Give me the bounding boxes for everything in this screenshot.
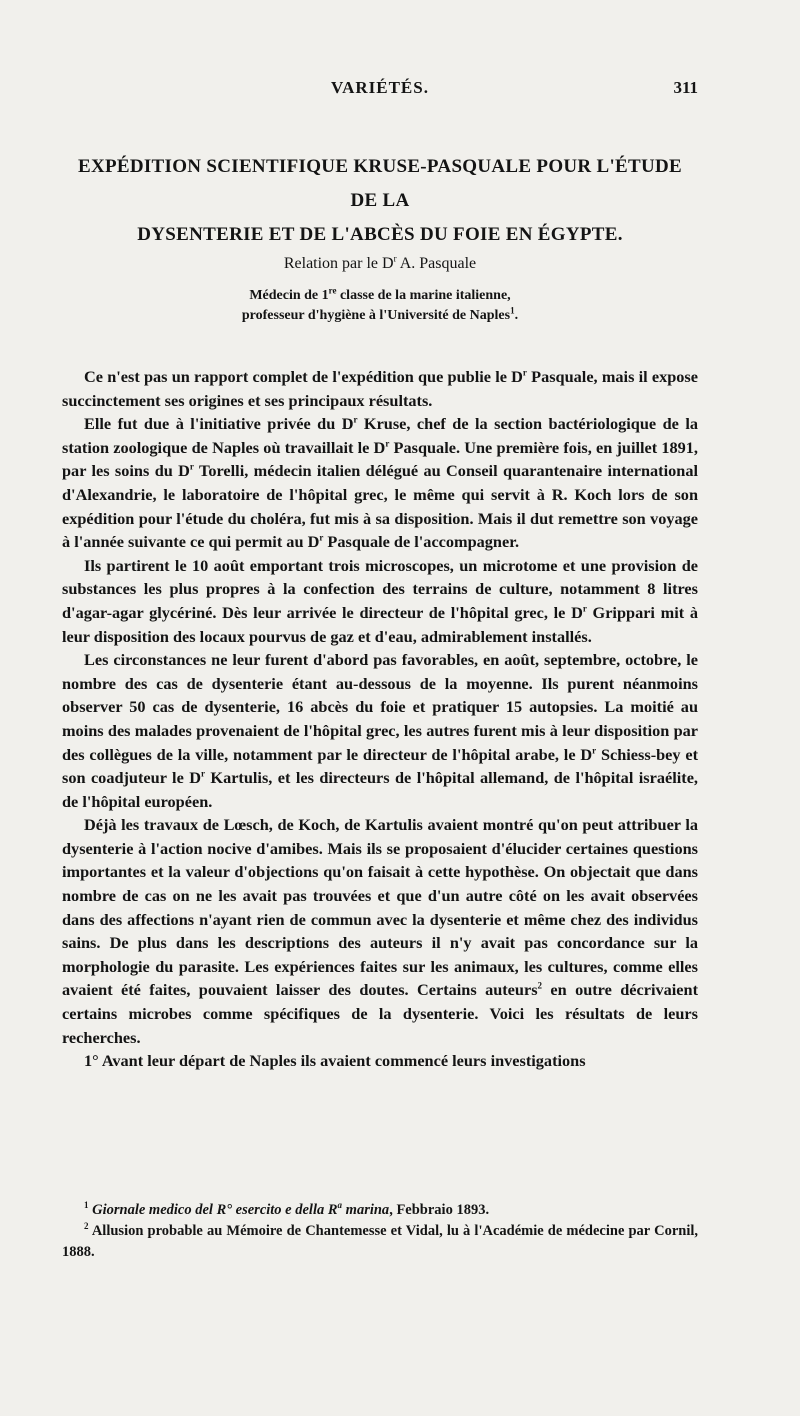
affiliation-line-2-text: professeur d'hygiène à l'Université de Naples	[241, 308, 511, 323]
sup-r: r	[200, 768, 205, 779]
p2-c: Pasquale. Une première fois, en juillet 1891, par les soins du D	[62, 437, 699, 481]
article-title	[62, 150, 698, 252]
affiliation-line-2	[62, 306, 698, 326]
author-affiliation	[62, 286, 698, 326]
byline-sup: r	[393, 253, 397, 264]
p5-b: en outre décrivaient certains microbes comme spécifiques de la dysenterie. Voici les résultats de leurs recherches.	[62, 980, 698, 1047]
affiliation-line-1b: classe de la marine italienne,	[336, 288, 511, 303]
footnote-1-journal-2: marina	[342, 1202, 390, 1218]
p2-a: Elle fut due à l'initiative privée du D	[84, 414, 354, 434]
byline-name: A. Pasquale	[396, 255, 477, 272]
p3-a: Ils partirent le 10 août emportant trois microscopes, un microtome et une provision de substances les plus propres à la confection des terrains de culture, notamment 8 litres d'agar-agar glycériné. Dès leur arrivée le directeur de l'hôpital grec, le D	[62, 555, 698, 622]
paragraph-6: 1° Avant leur départ de Naples ils avaient commencé leurs investigations	[84, 1051, 586, 1071]
sup-r: r	[353, 414, 358, 425]
sup-r: r	[189, 461, 194, 472]
sup-r: r	[319, 532, 324, 543]
p4-a: Les circonstances ne leur furent d'abord pas favorables, en août, septembre, octobre, le nombre des cas de dysenterie étant au-dessous de la moyenne. Ils purent néanmoins observer 50 cas de dysenterie, 16 abcès du foie et pratiquer 15 autopsies. La moitié au moins des malades provenaient de l'hôpital grec, les autres furent mis à leur disposition par des collègues de la ville, notamment par le directeur de l'hôpital arabe, le D	[62, 650, 698, 764]
footnote-ref-2: 2	[537, 981, 543, 992]
footnote-1-sup: a	[337, 1200, 343, 1211]
footnote-2-mark: 2	[84, 1221, 89, 1232]
paragraph-2	[62, 412, 698, 554]
p1-b: Pasquale, mais il expose succinctement ses origines et ses principaux résultats.	[62, 367, 698, 410]
paragraph-5	[62, 813, 698, 1049]
sup-r: r	[522, 367, 527, 378]
footnote-1-journal: Giornale medico del R° esercito e della R	[92, 1202, 338, 1218]
sup-r: r	[582, 603, 587, 614]
footnote-2-text: Allusion probable au Mémoire de Chantemesse et Vidal, lu à l'Académie de médecine par Cornil, 1888.	[62, 1223, 698, 1260]
affiliation-line-2-end: .	[514, 308, 519, 323]
affiliation-line-1a: Médecin de 1	[249, 288, 329, 303]
paragraph-4	[62, 648, 698, 813]
footnotes	[62, 1200, 698, 1263]
byline	[62, 255, 698, 273]
document-page	[62, 0, 698, 1416]
affiliation-sup: re	[328, 285, 337, 296]
p4-c: Kartulis, et les directeurs de l'hôpital allemand, de l'hôpital israélite, de l'hôpital européen.	[62, 768, 698, 811]
footnote-ref-1: 1	[510, 305, 515, 316]
footnote-1	[62, 1200, 698, 1221]
body-text	[62, 365, 698, 1073]
p5-a: Déjà les travaux de Lœsch, de Koch, de Kartulis avaient montré qu'on peut attribuer la dysenterie à l'action nocive d'amibes. Mais ils se proposaient d'élucider certaines questions importantes et la valeur d'objections qu'on faisait à cette hypothèse. On objectait que dans nombre de cas on ne les avait pas trouvées et que d'un autre côté on les avait observées dans des affections n'ayant rien de commun avec la dysenterie et même chez des individus sains. De plus dans les descriptions des auteurs il n'y avait pas concordance sur la morphologie du parasite. Les expériences faites sur les animaux, les cultures, comme elles avaient été faites, pouvaient laisser des doutes. Certains auteurs	[62, 815, 698, 1000]
affiliation-line-1	[62, 286, 698, 306]
p4-b: Schiess-bey et son coadjuteur le D	[62, 744, 699, 788]
paragraph-1	[62, 365, 698, 412]
page-number: 311	[673, 78, 698, 97]
byline-prefix: Relation par le D	[283, 255, 394, 272]
title-line-1: EXPÉDITION SCIENTIFIQUE KRUSE-PASQUALE POUR L'ÉTUDE DE LA	[77, 156, 683, 211]
footnote-1-mark: 1	[84, 1200, 89, 1211]
footnote-2	[62, 1221, 698, 1263]
p1-a: Ce n'est pas un rapport complet de l'expédition que publie le D	[84, 367, 523, 386]
sup-r: r	[385, 438, 390, 449]
p2-e: Pasquale de l'accompagner.	[323, 532, 520, 552]
title-line-2: DYSENTERIE ET DE L'ABCÈS DU FOIE EN ÉGYPTE.	[137, 224, 623, 245]
running-header	[62, 78, 698, 100]
p2-b: Kruse, chef de la section bactériologique de la station zoologique de Naples où travaillait le D	[62, 414, 698, 457]
paragraph-3	[62, 554, 698, 648]
running-title: VARIÉTÉS.	[331, 78, 429, 97]
p3-b: Grippari mit à leur disposition des locaux pourvus de gaz et d'eau, admirablement installés.	[62, 602, 698, 646]
footnote-1-date: , Febbraio 1893.	[389, 1202, 490, 1218]
p2-d: Torelli, médecin italien délégué au Conseil quarantenaire international d'Alexandrie, le laboratoire de l'hôpital grec, le même qui servit à R. Koch lors de son expédition pour l'étude du choléra, fut mis à sa disposition. Mais il dut remettre son voyage à l'année suivante ce qui permit au D	[62, 461, 698, 552]
sup-r: r	[592, 745, 597, 756]
